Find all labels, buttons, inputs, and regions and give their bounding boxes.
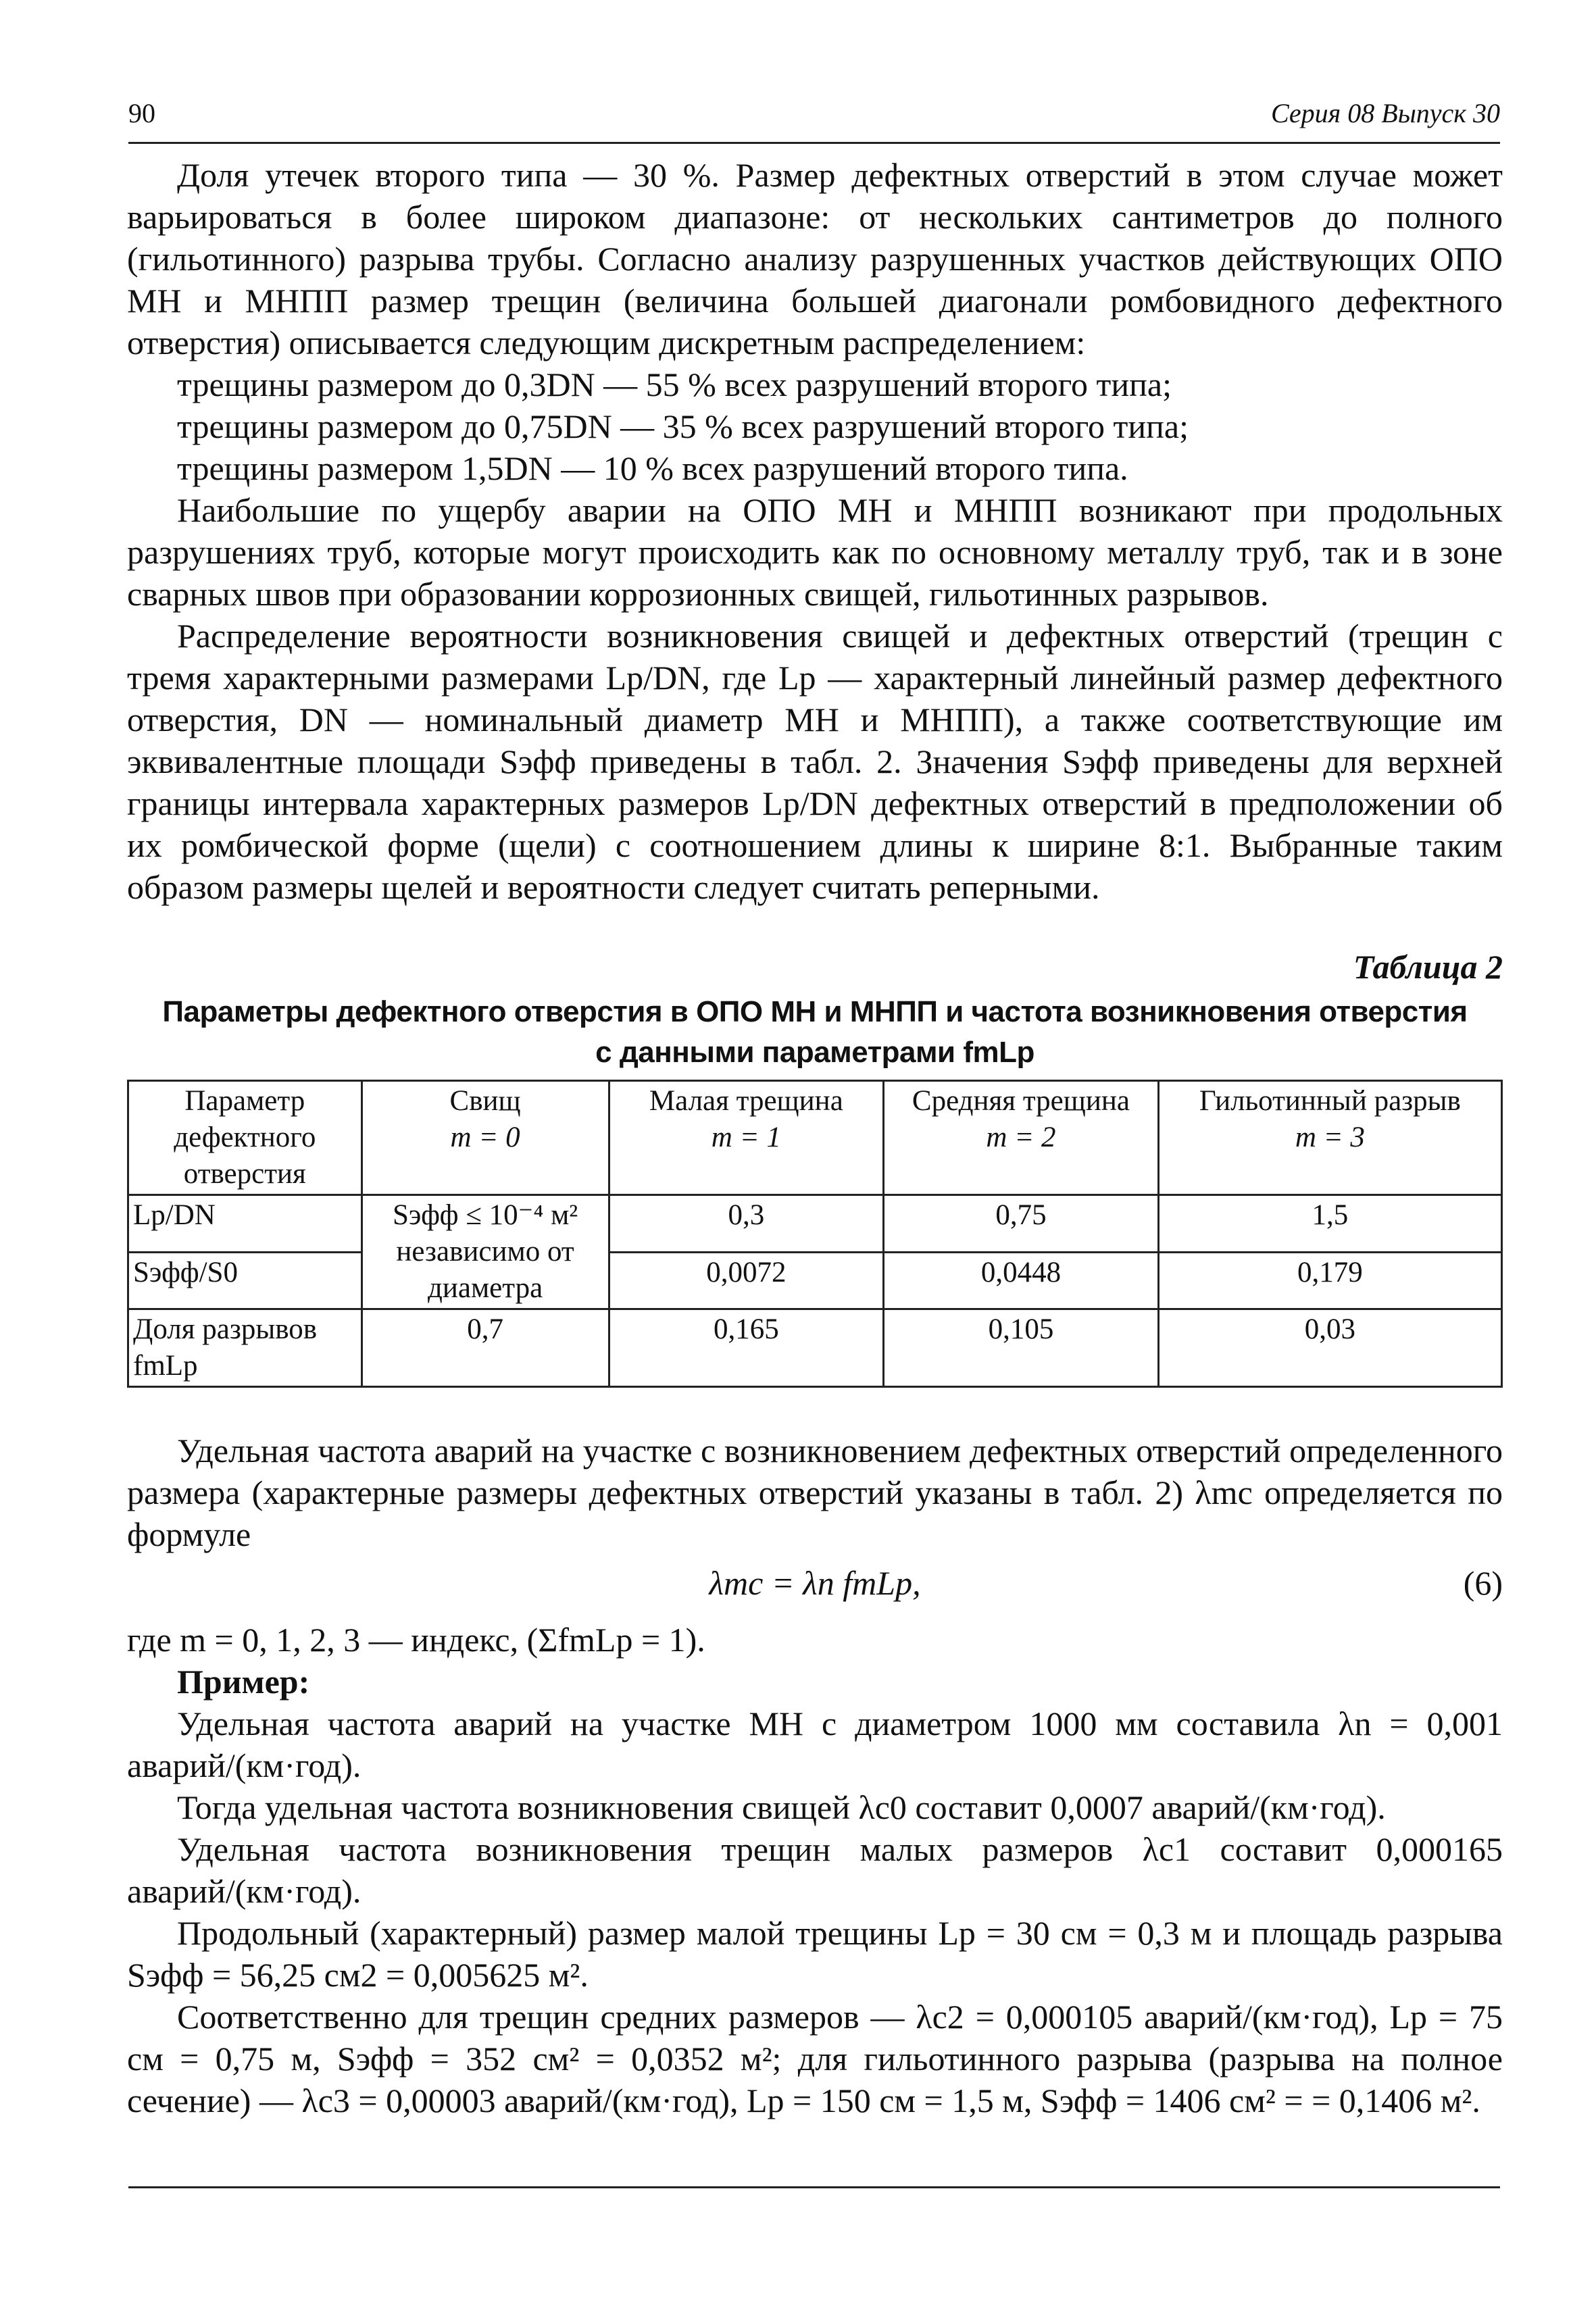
paragraph-1: Доля утечек второго типа — 30 %. Размер дефектных отверстий в этом случае может варьироваться в более широком диапазоне: от нескольких сантиметров до полного (гильотинного) разрыва трубы. Согласно анализу разрушенных участков действующих ОПО МН и МНПП размер трещин (величина большей диагонали ромбовидного дефектного отверстия) описывается следующим дискретным распределением: <box>127 156 1503 361</box>
table-row <box>128 1309 1502 1387</box>
table-header-row <box>128 1081 1502 1195</box>
list-item: трещины размером 1,5DN — 10 % всех разрушений второго типа. <box>177 449 1128 487</box>
paragraph-2: Наибольшие по ущербу аварии на ОПО МН и МНПП возникают при продольных разрушениях труб, которые могут происходить как по основному металлу труб, так и в зоне сварных швов при образовании коррозионных свищей, гильотинных разрывов. <box>127 491 1503 613</box>
example-paragraph: Соответственно для трещин средних размеров — λс2 = 0,000105 аварий/(км·год), Lр = 75 см = 0,75 м, Sэфф = 352 см² = 0,0352 м²; для гильотинного разрыва (разрыва на полное сечение) — λс3 = 0,00003 аварий/(км·год), Lр = 150 см = 1,5 м, Sэфф = 1406 см² = = 0,1406 м². <box>127 1998 1503 2119</box>
series-label: Серия 08 Выпуск 30 <box>1270 98 1500 128</box>
paragraph-4: Удельная частота аварий на участке с возникновением дефектных отверстий определенного размера (характерные размеры дефектных отверстий указаны в табл. 2) λmc определяется по формуле <box>127 1432 1503 1553</box>
table-cell: 0,03 <box>1158 1309 1501 1387</box>
table-caption: Таблица 2 <box>1353 948 1503 986</box>
table-cell: 0,3 <box>609 1195 884 1253</box>
header-cell: Параметр дефектного отверстия <box>128 1081 362 1195</box>
table-cell: 0,0072 <box>609 1252 884 1309</box>
table-cell: Sэфф/S0 <box>128 1252 362 1309</box>
table-title: Параметры дефектного отверстия в ОПО МН и МНПП и частота возникновения отверстия с данными параметрами fmLp <box>162 995 1468 1069</box>
table-cell: 0,0448 <box>884 1252 1159 1309</box>
formula-6 <box>127 1562 1503 1612</box>
table-cell: Sэфф ≤ 10⁻⁴ м² независимо от диаметра <box>361 1195 609 1309</box>
example-paragraph: Тогда удельная частота возникновения свищей λс0 составит 0,0007 аварий/(км·год). <box>177 1788 1386 1826</box>
header-cell: Средняя трещина m = 2 <box>884 1081 1159 1195</box>
table-row <box>128 1252 1502 1309</box>
table-row <box>128 1195 1502 1253</box>
table-cell: 0,7 <box>361 1309 609 1387</box>
example-heading: Пример: <box>177 1663 310 1701</box>
table-cell: 0,105 <box>884 1309 1159 1387</box>
parameters-table <box>127 1080 1503 1388</box>
header-cell: Малая трещина m = 1 <box>609 1081 884 1195</box>
list-item: трещины размером до 0,75DN — 35 % всех разрушений второго типа; <box>177 407 1189 445</box>
table-cell: Lр/DN <box>128 1195 362 1253</box>
table-cell: 0,179 <box>1158 1252 1501 1309</box>
formula: λmc = λn fmLp, <box>709 1564 921 1602</box>
table-cell: 0,165 <box>609 1309 884 1387</box>
example-paragraph: Удельная частота аварий на участке МН с диаметром 1000 мм составила λn = 0,001 аварий/(км·год). <box>127 1705 1503 1784</box>
page-number: 90 <box>128 98 155 128</box>
page-body <box>127 154 1503 2121</box>
table-cell: 1,5 <box>1158 1195 1501 1253</box>
list-item: трещины размером до 0,3DN — 55 % всех разрушений второго типа; <box>177 366 1172 403</box>
page-header <box>128 95 1500 144</box>
table-cell: Доля разрывов fmLp <box>128 1309 362 1387</box>
example-paragraph: Удельная частота возникновения трещин малых размеров λс1 составит 0,000165 аварий/(км·год). <box>127 1830 1503 1910</box>
example-paragraph: Продольный (характерный) размер малой трещины Lр = 30 см = 0,3 м и площадь разрыва Sэфф = 56,25 см2 = 0,005625 м². <box>127 1914 1503 1994</box>
formula-explanation: где m = 0, 1, 2, 3 — индекс, (ΣfmLp = 1). <box>127 1621 705 1659</box>
footer-rule <box>128 2186 1500 2188</box>
paragraph-3: Распределение вероятности возникновения свищей и дефектных отверстий (трещин с тремя характерными размерами Lр/DN, где Lр — характерный линейный размер дефектного отверстия, DN — номинальный диаметр МН и МНПП), а также соответствующие им эквивалентные площади Sэфф приведены в табл. 2. Значения Sэфф приведены для верхней границы интервала характерных размеров Lр/DN дефектных отверстий в предположении об их ромбической форме (щели) с соотношением длины к ширине 8:1. Выбранные таким образом размеры щелей и вероятности следует считать реперными. <box>127 617 1503 906</box>
header-cell: Гильотинный разрыв m = 3 <box>1158 1081 1501 1195</box>
header-cell: Свищ m = 0 <box>361 1081 609 1195</box>
formula-number: (6) <box>1463 1564 1503 1602</box>
table-cell: 0,75 <box>884 1195 1159 1253</box>
